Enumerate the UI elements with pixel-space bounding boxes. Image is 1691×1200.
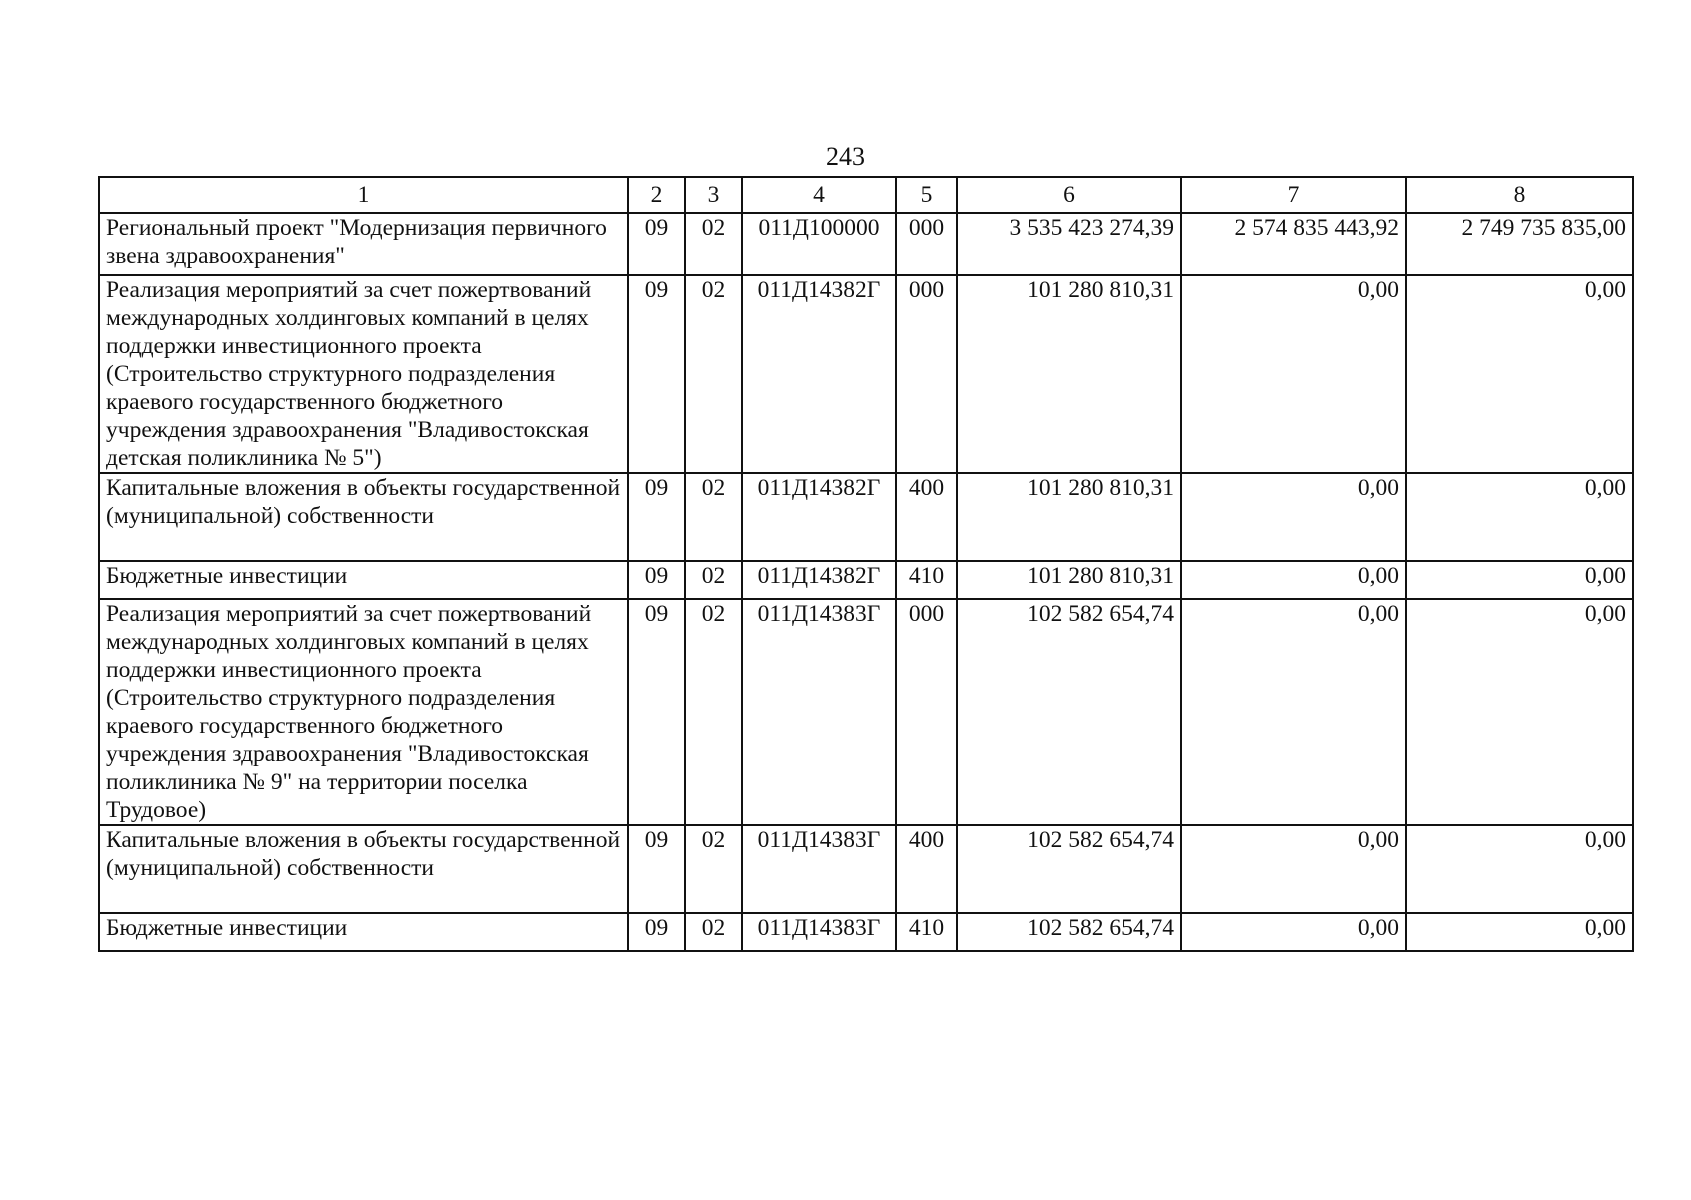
table-row [99,473,1633,561]
amount-col8: 0,00 [1406,825,1633,913]
table-row [99,275,1633,473]
amount-col7: 0,00 [1181,913,1406,951]
target-item-code: 011Д14382Г [742,275,896,473]
amount-col7: 0,00 [1181,561,1406,599]
header-cell: 7 [1181,177,1406,213]
amount-col8: 0,00 [1406,913,1633,951]
amount-col6: 102 582 654,74 [957,913,1181,951]
row-name: Капитальные вложения в объекты государственной (муниципальной) собственности [99,473,628,561]
amount-col8: 0,00 [1406,473,1633,561]
amount-col6: 102 582 654,74 [957,825,1181,913]
row-name: Реализация мероприятий за счет пожертвований международных холдинговых компаний в целях поддержки инвестиционного проекта (Строительство структурного подразделения краевого государственного бюджетного учреждения здравоохранения "Владивостокская поликлиника № 9" на территории поселка Трудовое) [99,599,628,825]
expense-type-code: 000 [896,213,957,275]
amount-col7: 0,00 [1181,275,1406,473]
subsection-code: 02 [685,473,742,561]
amount-col7: 0,00 [1181,825,1406,913]
table-row [99,213,1633,275]
target-item-code: 011Д14383Г [742,913,896,951]
header-cell: 3 [685,177,742,213]
amount-col6: 3 535 423 274,39 [957,213,1181,275]
header-row [99,177,1633,213]
header-cell: 1 [99,177,628,213]
expense-type-code: 400 [896,473,957,561]
subsection-code: 02 [685,561,742,599]
amount-col8: 2 749 735 835,00 [1406,213,1633,275]
amount-col6: 101 280 810,31 [957,561,1181,599]
page-number: 243 [826,142,865,171]
section-code: 09 [628,473,685,561]
section-code: 09 [628,213,685,275]
amount-col6: 101 280 810,31 [957,473,1181,561]
section-code: 09 [628,825,685,913]
subsection-code: 02 [685,825,742,913]
row-name: Капитальные вложения в объекты государственной (муниципальной) собственности [99,825,628,913]
header-cell: 8 [1406,177,1633,213]
expense-type-code: 400 [896,825,957,913]
header-cell: 5 [896,177,957,213]
subsection-code: 02 [685,599,742,825]
amount-col6: 101 280 810,31 [957,275,1181,473]
subsection-code: 02 [685,275,742,473]
amount-col7: 0,00 [1181,599,1406,825]
table-row [99,599,1633,825]
budget-table [98,176,1634,952]
row-name: Региональный проект "Модернизация первичного звена здравоохранения" [99,213,628,275]
expense-type-code: 000 [896,599,957,825]
amount-col7: 2 574 835 443,92 [1181,213,1406,275]
amount-col6: 102 582 654,74 [957,599,1181,825]
amount-col8: 0,00 [1406,275,1633,473]
target-item-code: 011Д14382Г [742,561,896,599]
expense-type-code: 410 [896,913,957,951]
expense-type-code: 000 [896,275,957,473]
row-name: Реализация мероприятий за счет пожертвований международных холдинговых компаний в целях поддержки инвестиционного проекта (Строительство структурного подразделения краевого государственного бюджетного учреждения здравоохранения "Владивостокская детская поликлиника № 5") [99,275,628,473]
row-name: Бюджетные инвестиции [99,561,628,599]
amount-col8: 0,00 [1406,599,1633,825]
target-item-code: 011Д14382Г [742,473,896,561]
target-item-code: 011Д14383Г [742,599,896,825]
table-row [99,561,1633,599]
row-name: Бюджетные инвестиции [99,913,628,951]
section-code: 09 [628,913,685,951]
amount-col8: 0,00 [1406,561,1633,599]
table-row [99,913,1633,951]
section-code: 09 [628,599,685,825]
expense-type-code: 410 [896,561,957,599]
table-row [99,825,1633,913]
section-code: 09 [628,561,685,599]
header-cell: 6 [957,177,1181,213]
target-item-code: 011Д100000 [742,213,896,275]
subsection-code: 02 [685,213,742,275]
amount-col7: 0,00 [1181,473,1406,561]
target-item-code: 011Д14383Г [742,825,896,913]
subsection-code: 02 [685,913,742,951]
section-code: 09 [628,275,685,473]
header-cell: 2 [628,177,685,213]
header-cell: 4 [742,177,896,213]
